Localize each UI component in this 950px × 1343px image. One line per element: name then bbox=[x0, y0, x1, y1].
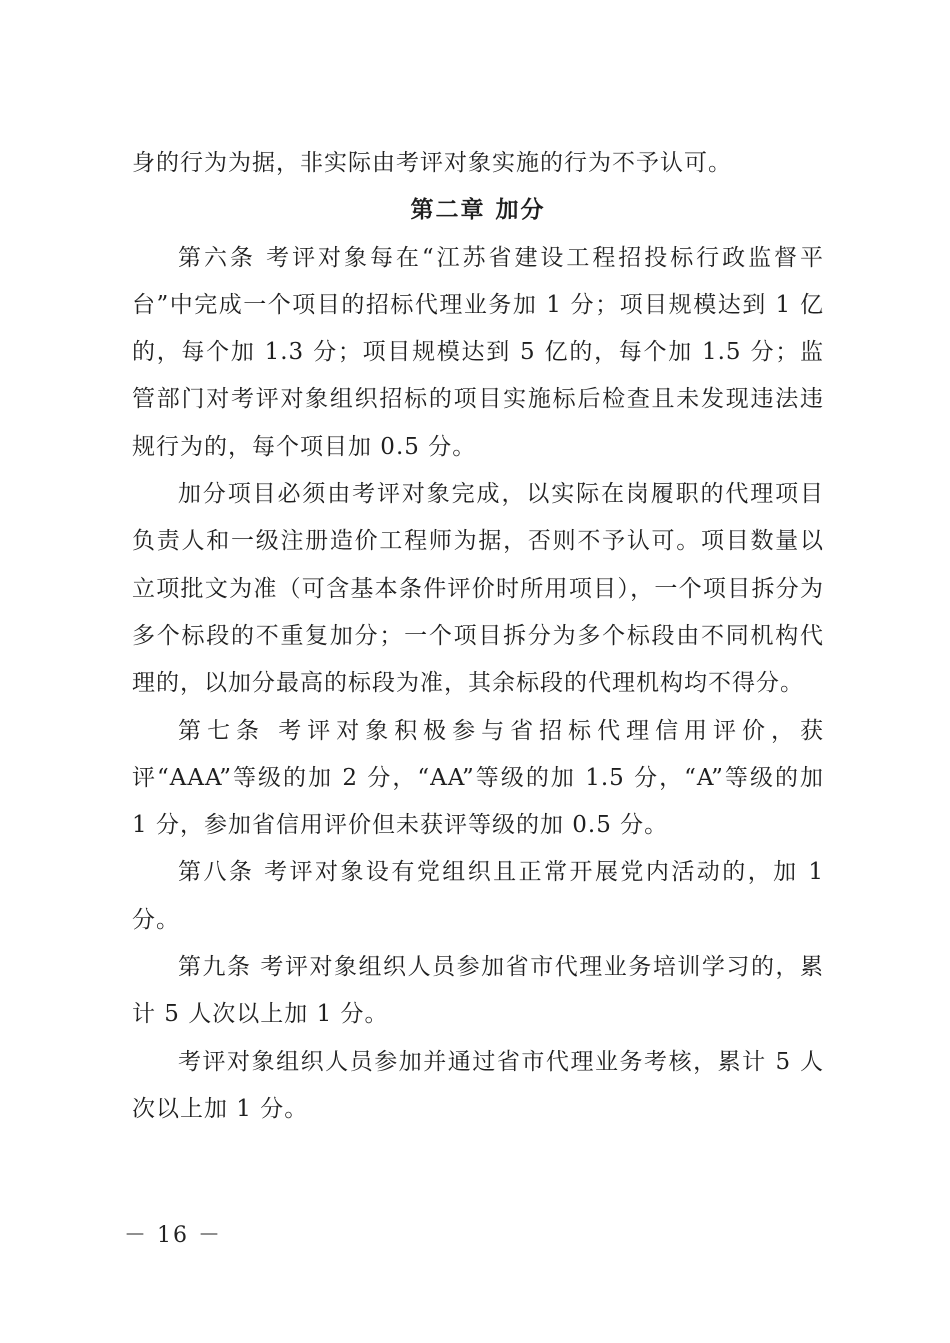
paragraph-article-8: 第八条 考评对象设有党组织且正常开展党内活动的，加 1 分。 bbox=[132, 859, 824, 933]
paragraph-article-6: 第六条 考评对象每在“江苏省建设工程招投标行政监督平台”中完成一个项目的招标代理业务加 1 分；项目规模达到 1 亿的，每个加 1.3 分；项目规模达到 5 亿的，每个加 1.5 分；监管部门对考评对象组织招标的项目实施标后检查且未发现违法违规行为的，每个项目加 0.5 分。 bbox=[132, 244, 824, 460]
page-number: － 16 － bbox=[124, 1223, 222, 1248]
paragraph-assessment: 考评对象组织人员参加并通过省市代理业务考核，累计 5 人次以上加 1 分。 bbox=[132, 1048, 824, 1122]
paragraph-bonus-rules: 加分项目必须由考评对象完成，以实际在岗履职的代理项目负责人和一级注册造价工程师为据，否则不予认可。项目数量以立项批文为准（可含基本条件评价时所用项目），一个项目拆分为多个标段的不重复加分；一个项目拆分为多个标段由不同机构代理的，以加分最高的标段为准，其余标段的代理机构均不得分。 bbox=[132, 481, 824, 697]
document-body bbox=[132, 140, 824, 1133]
paragraph-continuation: 身的行为为据，非实际由考评对象实施的行为不予认可。 bbox=[132, 150, 732, 176]
paragraph-article-7: 第七条 考评对象积极参与省招标代理信用评价，获评“AAA”等级的加 2 分，“AA”等级的加 1.5 分，“A”等级的加 1 分，参加省信用评价但未获评等级的加 0.5 分。 bbox=[132, 717, 824, 839]
paragraph-article-9: 第九条 考评对象组织人员参加省市代理业务培训学习的，累计 5 人次以上加 1 分。 bbox=[132, 954, 824, 1028]
chapter-heading: 第二章 加分 bbox=[410, 197, 546, 224]
